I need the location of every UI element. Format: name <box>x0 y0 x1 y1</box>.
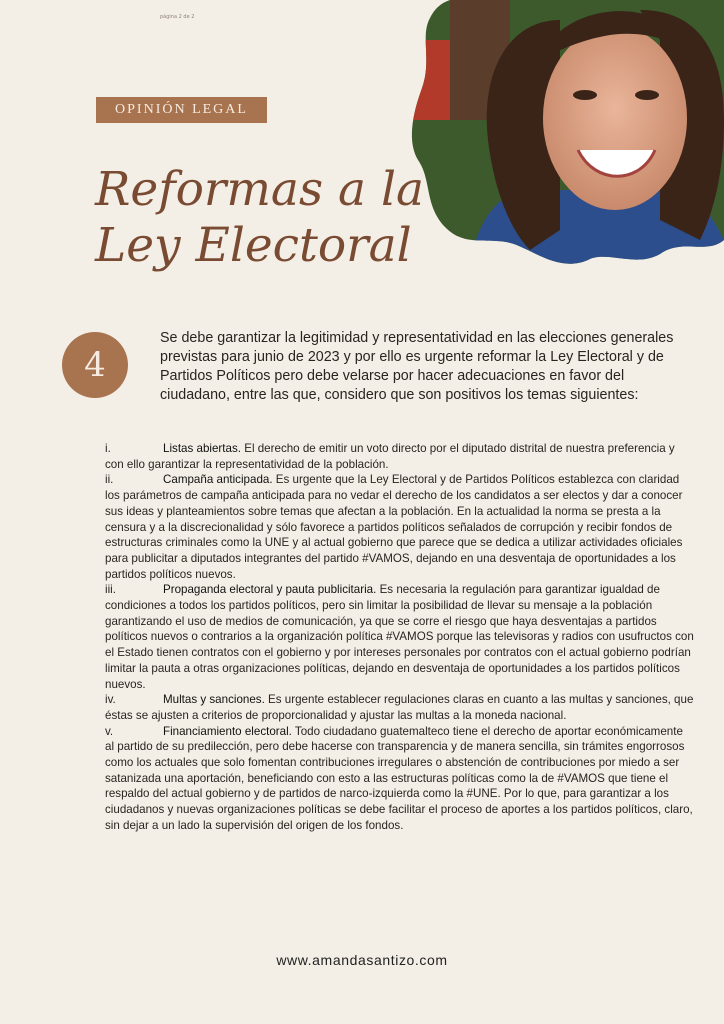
list-item <box>105 472 695 582</box>
website-link[interactable]: www.amandasantizo.com <box>276 952 448 968</box>
list-item-title: Multas y sanciones. <box>163 693 265 707</box>
section-tag: OPINIÓN LEGAL <box>96 97 267 123</box>
list-numeral: v. <box>105 724 114 738</box>
list-item-text: Es necesaria la regulación para garantizar igualdad de condiciones a todos los partidos políticos, pero sin limitar la posibilidad de llevar su mensaje a la población garantizando el uso de medios de comunicación, ya que se corre el riesgo que haya desventajas a partidos políticos nuevos o contrarios a la organización política #VAMOS porque las televisoras y radios con usufructos con el Estado tienen contratos con el gobierno y por intereses personales por contratos con el actual gobierno podrían limitar la pauta a otras organizaciones políticas, dejando en desventaja de oportunidades a los partidos políticos nuevos. <box>105 583 694 691</box>
title-line-1: Reformas a la <box>95 162 425 217</box>
list-item <box>105 724 695 834</box>
list-numeral: ii. <box>105 473 114 487</box>
list-item-text: Es urgente establecer regulaciones claras en cuanto a las multas y sanciones, que éstas se ajusten a criterios de proporcionalidad y ajustar las multas a la moneda nacional. <box>105 693 694 722</box>
page-number: página 2 de 2 <box>160 14 195 20</box>
list-item-text: Es urgente que la Ley Electoral y de Partidos Políticos establezca con claridad los parámetros de campaña anticipada para no vedar el derecho de los candidatos a ser electos y dar a conocer sus ideas y planteamientos sobre temas que afectan a la población. En la actualidad la norma se presta a la censura y a la discrecionalidad y sólo favorece a partidos políticos señalados de corrupción y recibir fondos de estructuras criminales como la UNE y al actual gobierno que parece que se dedica a utilizar actividades oficiales para publicitar a diputados integrantes del partido #VAMOS, dejando en una desventaja de oportunidades a los partidos políticos nuevos. <box>105 473 683 581</box>
list-numeral: iii. <box>105 583 116 597</box>
section-number-badge: 4 <box>62 332 128 398</box>
title-line-2: Ley Electoral <box>95 218 412 273</box>
list-item <box>105 582 695 692</box>
list-item-title: Propaganda electoral y pauta publicitaria. <box>163 583 377 597</box>
reform-points-list <box>105 441 695 834</box>
list-item-text: Todo ciudadano guatemalteco tiene el derecho de aportar económicamente al partido de su predilección, pero debe hacerse con transparencia y de manera sencilla, sin trámites engorrosos como los actuales que solo fomentan contribuciones irregulares o abstención de contribuciones por miedo a ser satanizada una aportación, beneficiando con esto a las estructuras políticas como la de #VAMOS que tiene el respaldo del actual gobierno y de partidos de narco-izquierda como la #UNE. Por lo que, para garantizar a los ciudadanos y nuevas organizaciones políticas se debe facilitar el proceso de aportes a los partidos políticos, claro, sin dejar a un lado la supervisión del origen de los fondos. <box>105 724 693 832</box>
list-item <box>105 692 695 723</box>
list-item-text: El derecho de emitir un voto directo por el diputado distrital de nuestra preferencia y con ello garantizar la representatividad de la población. <box>105 442 675 471</box>
list-numeral: iv. <box>105 693 116 707</box>
list-item <box>105 441 695 472</box>
list-item-title: Financiamiento electoral. <box>163 724 292 738</box>
list-item-title: Listas abiertas. <box>163 442 241 455</box>
page-title <box>95 162 435 274</box>
list-numeral: i. <box>105 442 111 455</box>
intro-paragraph: Se debe garantizar la legitimidad y representatividad en las elecciones generales previstas para junio de 2023 y por ello es urgente reformar la Ley Electoral y de Partidos Políticos pero debe velarse por hacer adecuaciones en favor del ciudadano, entre las que, considero que son positivos los temas siguientes: <box>160 330 674 403</box>
author-portrait <box>410 0 724 265</box>
list-item-title: Campaña anticipada. <box>163 473 273 487</box>
